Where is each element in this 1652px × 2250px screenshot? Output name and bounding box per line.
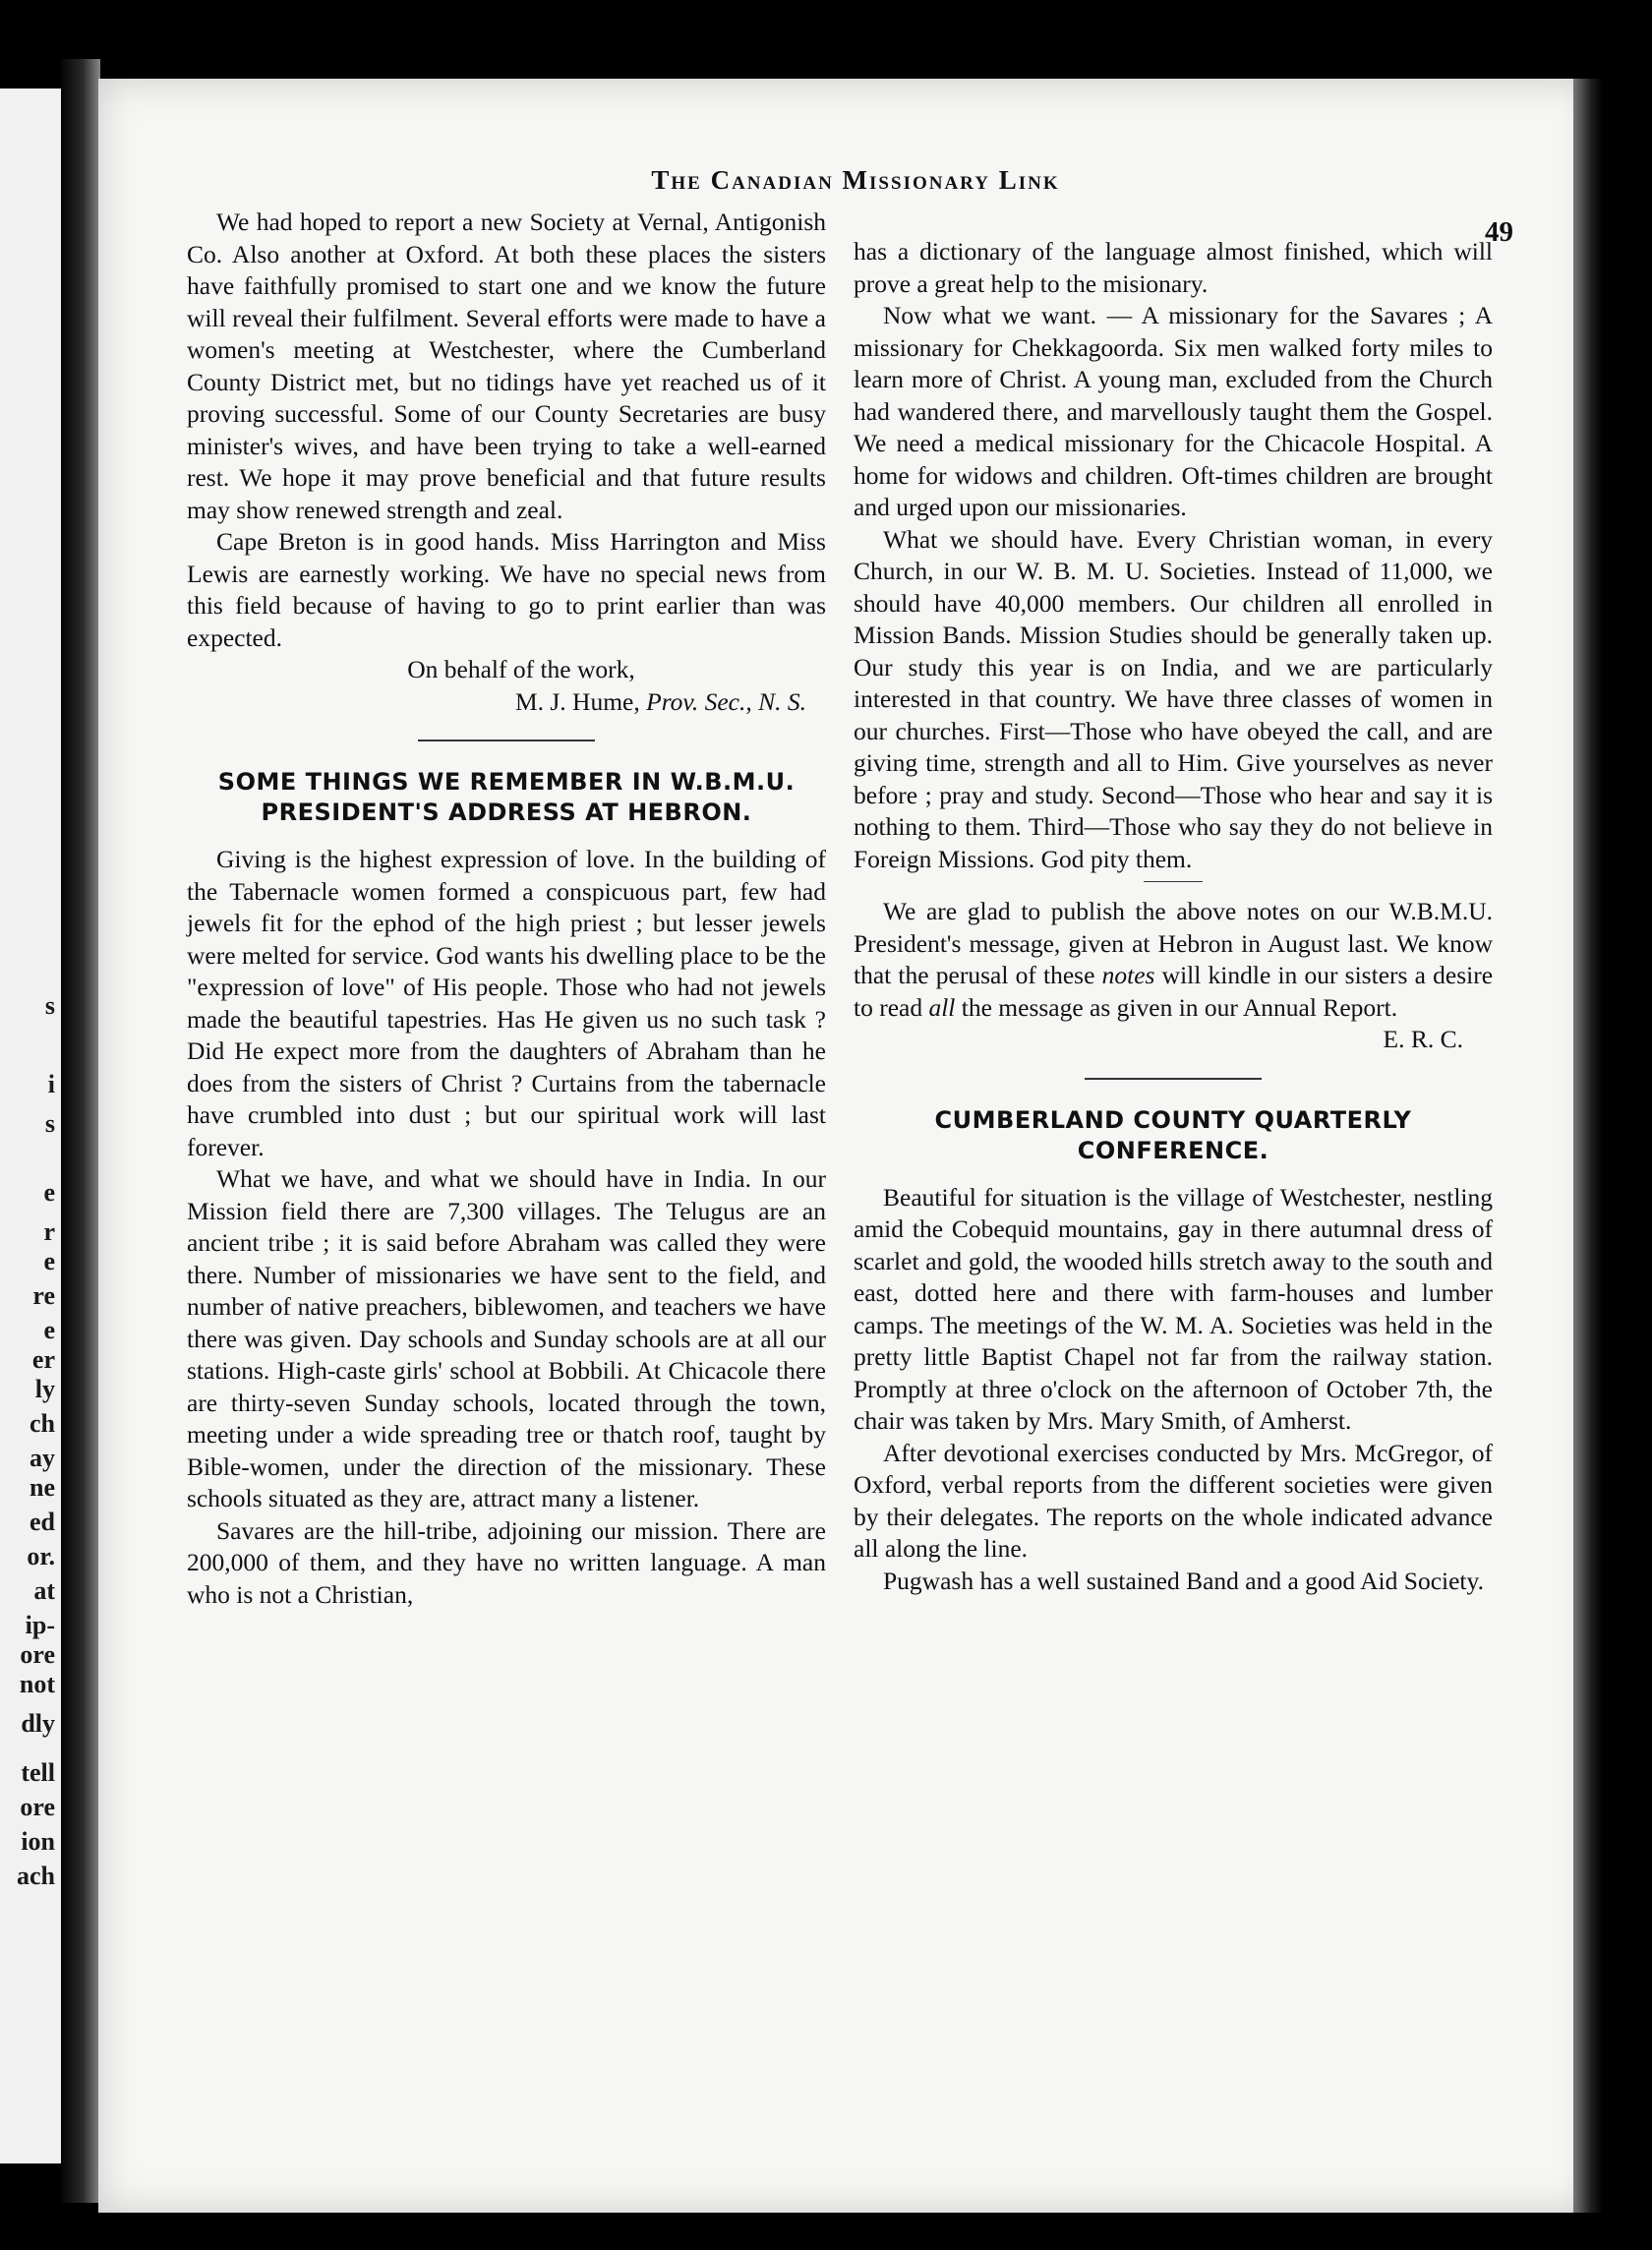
text-run: We are glad to publish the above notes on our W.B.M.U. President's message, given at Hebron in August last. We know that the perusal of these [854,897,1493,989]
paragraph: After devotional exercises conducted by Mrs. McGregor, of Oxford, verbal reports from the different societies were given by their delegates. The reports on the whole indicated advance all along the line. [854,1438,1493,1563]
previous-page-fragment: s [44,1109,55,1138]
previous-page-fragment: not [19,1670,55,1698]
paragraph: What we have, and what we should have in India. In our Mission field there are 7,300 villages. The Telugus are an ancient tribe ; it is said before Abraham was called they were there. Number of missionaries we have sent to the field, and number of native preachers, biblewomen, and teachers we have there was given. Day schools and Sunday schools are at all our stations. High-caste girls' school at Bobbili. At Chicacole there are thirty-seven Sunday schools, located through the town, meeting under a wide spreading tree or thatch roof, taught by Bible-women, under the direction of the missionary. These schools situated as they are, attract many a listener. [187,1164,826,1512]
previous-page-fragment: ed [30,1508,55,1536]
section-divider [1085,1078,1262,1080]
previous-page-fragment: ach [17,1862,55,1890]
paragraph [854,896,1493,1024]
heading-line: SOME THINGS WE REMEMBER IN W.B.M.U. [217,768,796,796]
previous-page-fragment: ch [30,1409,55,1438]
previous-page-fragment: ly [34,1375,55,1403]
heading-line: CONFERENCE. [1077,1136,1269,1164]
italic-run: all [928,992,956,1022]
previous-page-fragment: e [43,1247,55,1275]
previous-page-fragment: ay [30,1444,55,1472]
signature-name: M. J. Hume, [514,686,640,716]
previous-page-fragment: ion [21,1827,55,1856]
paragraph: Now what we want. — A missionary for the Savares ; A missionary for Chekkagoorda. Six men walked forty miles to learn more of Christ. A young man, excluded from the Church had wandered there, and marvellously taught them the Gospel. We need a medical missionary for the Chicacole Hospital. A home for widows and children. Oft-times children are brought and urged upon our missionaries. [854,301,1493,521]
italic-run: notes [1101,961,1155,989]
heading-line: PRESIDENT'S ADDRESS AT HEBRON. [261,799,752,826]
paragraph: We had hoped to report a new Society at Vernal, Antigonish Co. Also another at Oxford. At both these places the sisters have faithfully promised to start one and we know the future will reveal their fulfilment. Several efforts were made to have a women's meeting at Westchester, where the Cumberland County District met, but no tidings have yet reached us of it proving successful. Some of our County Secretaries are busy minister's wives, and have been trying to take a well-earned rest. We hope it may prove beneficial and that future results may show renewed strength and zeal. [187,207,826,524]
previous-page-edge [0,89,61,2163]
article-heading [187,767,826,828]
text-run: will kindle in our sisters a desire to read [854,961,1494,1022]
previous-page-fragment: at [33,1576,55,1605]
paragraph: Pugwash has a well sustained Band and a good Aid Society. [883,1566,1484,1595]
previous-page-fragment: e [43,1316,55,1344]
previous-page-fragment: ne [30,1473,55,1502]
article-heading [854,1105,1493,1166]
previous-page-fragment: er [31,1345,55,1374]
paragraph: has a dictionary of the language almost finished, which will prove a great help to the misionary. [854,237,1493,298]
previous-page-fragment: ip- [25,1611,55,1639]
previous-page-fragment: r [43,1217,55,1246]
previous-page-fragment: dly [21,1709,55,1738]
running-head: The Canadian Missionary Link [651,165,1060,195]
page-number: 49 [1485,216,1513,248]
previous-page-fragment: s [44,991,55,1020]
short-divider [1144,881,1203,882]
page-edge-shadow [1573,79,1603,2213]
paragraph: Savares are the hill-tribe, adjoining our mission. There are 200,000 of them, and they have no written language. A man who is not a Christian, [187,1515,826,1609]
previous-page-fragment: ore [20,1640,55,1669]
right-column [854,236,1493,1597]
paragraph: What we should have. Every Christian woman, in every Church, in our W. B. M. U. Societies. Instead of 11,000, we should have 40,000 members. Our children all enrolled in Mission Bands. Mission Studies should be generally taken up. Our study this year is on India, and we are particularly interested in that country. We have three classes of women in our churches. First—Those who have obeyed the call, and are giving time, strength and all to Him. Give yourselves as never before ; pray and study. Second—Those who hear and say it is nothing to them. Third—Those who say they do not believe in Foreign Missions. God pity them. [854,524,1493,873]
paragraph: Giving is the highest expression of love. In the building of the Tabernacle women formed a conspicuous part, few had jewels fit for the ephod of the high priest ; but lesser jewels were melted for service. God wants his dwelling place to be the "expression of love" of His people. Those who had not jewels made the beautiful tapestries. Has He given us no such task ? Did He expect more from the daughters of Abraham than he does from the sisters of Christ ? Curtains from the tabernacle have crumbled into dust ; but our spiritual work will last forever. [187,845,826,1161]
signature-title: Prov. Sec., N. S. [646,686,806,716]
initials: E. R. C. [1383,1025,1463,1053]
book-gutter [61,59,100,2203]
previous-page-fragment: ore [20,1793,55,1821]
paragraph: Beautiful for situation is the village of Westchester, nestling amid the Cobequid mountains, gay in there autumnal dress of scarlet and gold, the wooded hills stretch away to the south and east, dotted here and there with farm-houses and lumber camps. The meetings of the W. M. A. Societies was held in the pretty little Baptist Chapel not far from the railway station. Promptly at three o'clock on the afternoon of October 7th, the chair was taken by Mrs. Mary Smith, of Amherst. [854,1182,1493,1435]
signature [187,686,826,719]
heading-line: CUMBERLAND COUNTY QUARTERLY [934,1105,1412,1134]
previous-page-fragment: i [47,1070,55,1098]
text-run: the message as given in our Annual Report. [961,992,1398,1022]
section-divider [418,740,595,741]
previous-page-fragment: re [32,1281,55,1310]
previous-page-fragment: or. [27,1542,55,1570]
previous-page-fragment: tell [21,1758,55,1787]
paragraph: Cape Breton is in good hands. Miss Harrington and Miss Lewis are earnestly working. We have no special news from this field because of having to go to print earlier than was expected. [187,527,826,652]
previous-page-fragment: e [43,1178,55,1207]
closing-line: On behalf of the work, [407,655,635,683]
left-column [187,207,826,1611]
